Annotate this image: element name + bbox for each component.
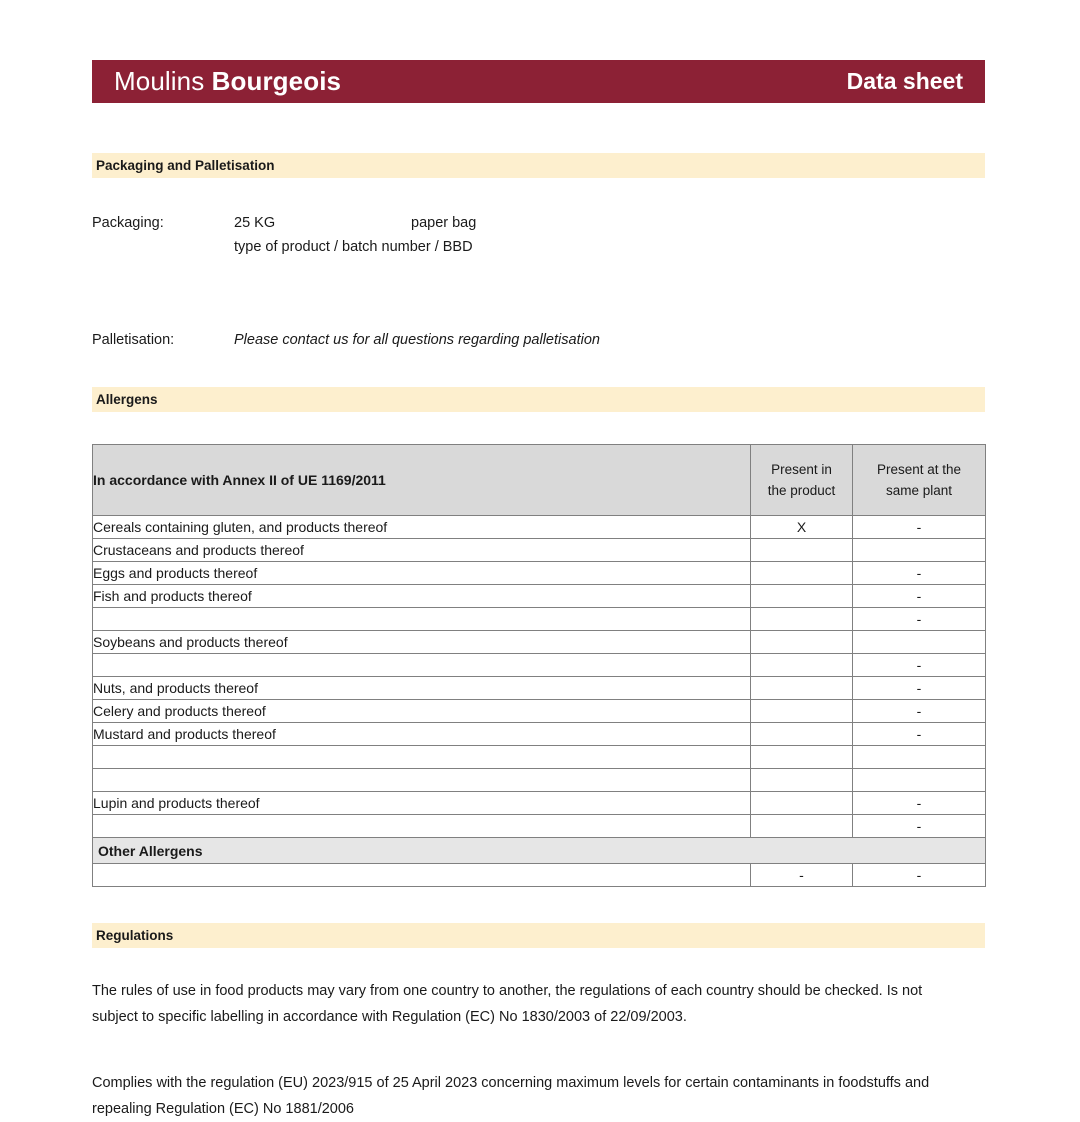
table-row	[93, 539, 986, 562]
allergen-name-cell: Eggs and products thereof	[93, 562, 751, 585]
regulations-paragraph-1: The rules of use in food products may vary from one country to another, the regulations of each country should be checked. Is not subject to specific labelling in accordance with Regulation (EC) No 1830/2003 of 22/09/2003.	[92, 983, 923, 1025]
table-row	[93, 815, 986, 838]
allergen-present-same-plant-cell: -	[853, 677, 986, 700]
allergens-table-head	[93, 445, 986, 516]
table-row	[93, 631, 986, 654]
allergen-name-cell: Nuts, and products thereof	[93, 677, 751, 700]
palletisation-row	[92, 329, 985, 352]
other-allergens-label: Other Allergens	[93, 838, 986, 864]
allergens-table	[92, 444, 986, 887]
allergen-present-same-plant-cell: -	[853, 792, 986, 815]
allergen-name-cell: Lupin and products thereof	[93, 792, 751, 815]
allergen-present-in-product-cell: X	[751, 516, 853, 539]
packaging-label-spacer	[92, 236, 234, 259]
allergen-present-in-product-cell	[751, 585, 853, 608]
allergen-name-cell: Celery and products thereof	[93, 700, 751, 723]
other-allergen-present-same-plant-cell: -	[853, 864, 986, 887]
section-title-allergens: Allergens	[96, 392, 158, 407]
allergen-present-in-product-cell	[751, 746, 853, 769]
packaging-weight: 25 KG	[234, 215, 276, 231]
other-allergens-subheader-row	[93, 838, 986, 864]
allergen-present-same-plant-cell: -	[853, 700, 986, 723]
allergen-name-cell: Cereals containing gluten, and products thereof	[93, 516, 751, 539]
header-present-plant-line2: same plant	[885, 483, 953, 498]
header-present-product-line1: Present in	[771, 462, 832, 477]
allergen-name-cell: Mustard and products thereof	[93, 723, 751, 746]
allergen-present-in-product-cell	[751, 792, 853, 815]
brand-logo-bold: Bourgeois	[211, 66, 342, 96]
header-present-product-line2: the product	[767, 483, 836, 498]
allergen-present-same-plant-cell: -	[853, 815, 986, 838]
allergen-present-same-plant-cell: -	[853, 562, 986, 585]
allergen-present-in-product-cell	[751, 815, 853, 838]
section-band-allergens	[92, 387, 985, 412]
document-header-bar	[92, 60, 985, 103]
allergen-present-in-product-cell	[751, 539, 853, 562]
allergen-name-cell: Soybeans and products thereof	[93, 631, 751, 654]
table-row	[93, 516, 986, 539]
table-row	[93, 700, 986, 723]
allergen-name-cell	[93, 815, 751, 838]
document-content	[92, 0, 985, 1122]
allergen-present-in-product-cell	[751, 769, 853, 792]
palletisation-value: Please contact us for all questions regarding palletisation	[234, 332, 600, 348]
allergen-name-cell: Fish and products thereof	[93, 585, 751, 608]
section-band-packaging	[92, 153, 985, 178]
allergen-present-same-plant-cell: -	[853, 516, 986, 539]
allergen-name-cell	[93, 769, 751, 792]
allergen-present-same-plant-cell: -	[853, 654, 986, 677]
packaging-marking: type of product / batch number / BBD	[234, 239, 473, 255]
allergen-present-in-product-cell	[751, 631, 853, 654]
table-row	[93, 677, 986, 700]
table-row	[93, 792, 986, 815]
packaging-label: Packaging:	[92, 215, 164, 231]
table-row	[93, 746, 986, 769]
allergen-present-in-product-cell	[751, 654, 853, 677]
allergens-header-name: In accordance with Annex II of UE 1169/2011	[93, 445, 751, 516]
section-title-regulations: Regulations	[96, 928, 174, 943]
header-present-plant-line1: Present at the	[876, 462, 962, 477]
table-row	[93, 654, 986, 677]
section-band-regulations	[92, 923, 985, 948]
allergen-present-same-plant-cell	[853, 746, 986, 769]
table-row	[93, 769, 986, 792]
allergen-present-in-product-cell	[751, 562, 853, 585]
packaging-container: paper bag	[411, 215, 477, 231]
allergens-header-row	[93, 445, 986, 516]
allergen-present-same-plant-cell	[853, 769, 986, 792]
allergen-name-cell: Crustaceans and products thereof	[93, 539, 751, 562]
packaging-row-main	[92, 212, 985, 235]
allergens-header-present-same-plant	[853, 445, 986, 516]
document-type-label: Data sheet	[846, 68, 963, 94]
packaging-row-marking	[92, 236, 985, 259]
allergen-present-in-product-cell	[751, 608, 853, 631]
allergen-present-same-plant-cell	[853, 539, 986, 562]
other-allergens-row	[93, 864, 986, 887]
allergen-present-same-plant-cell: -	[853, 723, 986, 746]
table-row	[93, 608, 986, 631]
allergen-present-same-plant-cell	[853, 631, 986, 654]
packaging-block	[92, 212, 985, 352]
allergens-table-body	[93, 516, 986, 887]
brand-logo-light: Moulins	[114, 66, 212, 96]
allergens-table-wrap	[92, 444, 985, 887]
section-title-packaging: Packaging and Palletisation	[96, 158, 275, 173]
allergen-present-in-product-cell	[751, 723, 853, 746]
allergens-header-present-in-product	[751, 445, 853, 516]
regulations-paragraph-2: Complies with the regulation (EU) 2023/915 of 25 April 2023 concerning maximum levels for certain contaminants in foodstuffs and repealing Regulation (EC) No 1881/2006	[92, 1075, 930, 1117]
allergen-present-in-product-cell	[751, 700, 853, 723]
table-row	[93, 723, 986, 746]
allergen-name-cell	[93, 746, 751, 769]
other-allergen-name-cell	[93, 864, 751, 887]
allergen-name-cell	[93, 654, 751, 677]
other-allergen-present-in-product-cell: -	[751, 864, 853, 887]
allergen-name-cell	[93, 608, 751, 631]
brand-logo	[114, 66, 341, 97]
table-row	[93, 562, 986, 585]
allergen-present-same-plant-cell: -	[853, 608, 986, 631]
table-row	[93, 585, 986, 608]
allergen-present-in-product-cell	[751, 677, 853, 700]
palletisation-label: Palletisation:	[92, 332, 175, 348]
allergen-present-same-plant-cell: -	[853, 585, 986, 608]
